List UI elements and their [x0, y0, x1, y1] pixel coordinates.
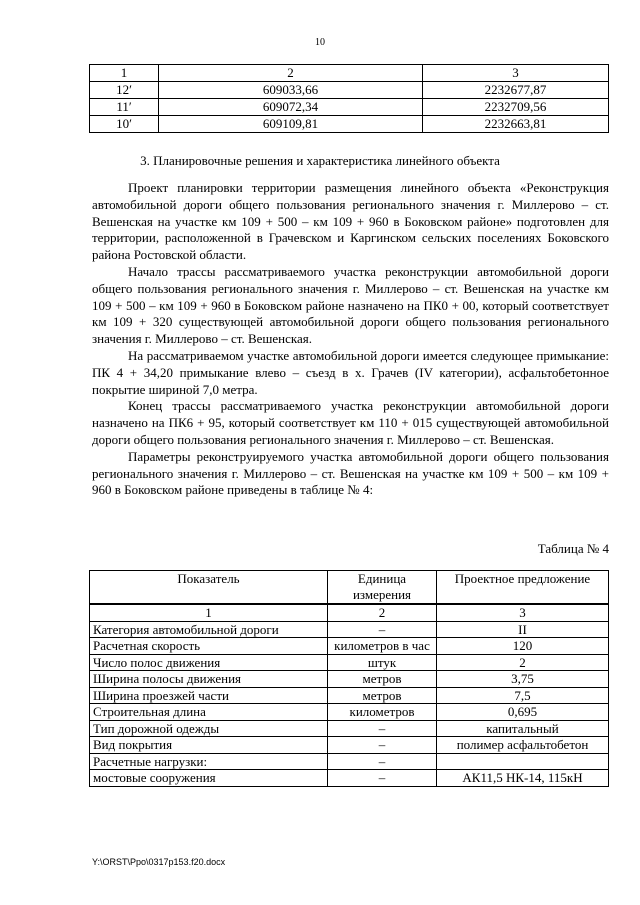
table-cell: 2 [159, 65, 423, 82]
table-cell: 11′ [90, 99, 159, 116]
table-row [90, 99, 609, 116]
table-cell: 2232663,81 [423, 116, 609, 133]
table-cell: полимер асфальтобетон [437, 737, 609, 754]
table-cell [437, 753, 609, 770]
table-cell: Тип дорожной одежды [90, 720, 328, 737]
table-cell: километров [328, 704, 437, 721]
table-row [90, 621, 609, 638]
body-text [92, 180, 609, 499]
table-row [90, 82, 609, 99]
table-row [90, 654, 609, 671]
table-header-row [90, 65, 609, 82]
table-caption: Таблица № 4 [537, 541, 609, 556]
table-header-cell: Показатель [90, 571, 328, 605]
table-header-cell: Единица измерения [328, 571, 437, 605]
table-cell: Расчетная скорость [90, 638, 328, 655]
table-row [90, 638, 609, 655]
table-cell: 2232709,56 [423, 99, 609, 116]
table-cell: мостовые сооружения [90, 770, 328, 787]
table-cell: метров [328, 671, 437, 688]
parameters-table [89, 570, 609, 787]
table-cell: 12′ [90, 82, 159, 99]
table-cell: 2 [437, 654, 609, 671]
table-cell: 7,5 [437, 687, 609, 704]
section-heading: 3. Планировочные решения и характеристика линейного объекта [140, 153, 500, 168]
table-cell: 3 [423, 65, 609, 82]
table-row [90, 687, 609, 704]
table-cell: Строительная длина [90, 704, 328, 721]
table-cell: – [328, 621, 437, 638]
table-row [90, 116, 609, 133]
coordinates-table [89, 64, 609, 133]
table-cell: 609033,66 [159, 82, 423, 99]
table-cell: Число полос движения [90, 654, 328, 671]
paragraph: Конец трассы рассматриваемого участка реконструкции автомобильной дороги назначено на ПК6 + 95, который соответствует км 110 + 015 существующей автомобильной дороги общего пользования регионального значения г. Миллерово – ст. Вешенская. [92, 398, 609, 447]
table-cell: 0,695 [437, 704, 609, 721]
table-cell: – [328, 720, 437, 737]
page-number: 10 [315, 37, 325, 48]
paragraph: Параметры реконструируемого участка автомобильной дороги общего пользования регионального значения г. Миллерово – ст. Вешенская на участке км 109 + 500 – км 109 + 960 в Боковском районе приведены в таблице № 4: [92, 448, 609, 498]
table-row [90, 704, 609, 721]
table-cell: АК11,5 НК-14, 115кН [437, 770, 609, 787]
table-cell: метров [328, 687, 437, 704]
file-path-footer: Y:\ORST\Ppo\0317p153.f20.docx [92, 857, 226, 867]
table-cell: капитальный [437, 720, 609, 737]
table-cell: 3 [437, 604, 609, 621]
table-cell: 609072,34 [159, 99, 423, 116]
table-cell: 1 [90, 65, 159, 82]
paragraph: Проект планировки территории размещения линейного объекта «Реконструкция автомобильной дороги общего пользования регионального значения г. Миллерово – ст. Вешенская на участке км 109 + 500 – км 109 + 960 в Боковском районе» подготовлен для территории, расположенной в Грачевском и Каргинском сельских поселениях Боковского района Ростовской области. [92, 180, 609, 263]
table-cell: II [437, 621, 609, 638]
paragraph: Начало трассы рассматриваемого участка реконструкции автомобильной дороги общего пользования регионального значения г. Миллерово – ст. Вешенская на участке км 109 + 500 – км 109 + 960 в Боковском районе назначено на ПК0 + 00, который соответствует км 109 + 320 существующей автомобильной дороги общего пользования регионального значения г. Миллерово – ст. Вешенская. [92, 263, 609, 347]
table-cell: – [328, 753, 437, 770]
table-row [90, 737, 609, 754]
table-cell: Ширина полосы движения [90, 671, 328, 688]
table-cell: 1 [90, 604, 328, 621]
table-header-row [90, 571, 609, 605]
paragraph: На рассматриваемом участке автомобильной дороги имеется следующее примыкание: ПК 4 + 34,20 примыкание влево – съезд в х. Грачев (IV категории), асфальтобетонное покрытие шириной 7,0 метра. [92, 347, 609, 397]
table-cell: – [328, 770, 437, 787]
table-cell: Категория автомобильной дороги [90, 621, 328, 638]
table-number-row [90, 604, 609, 621]
table-cell: 3,75 [437, 671, 609, 688]
table-cell: штук [328, 654, 437, 671]
table-cell: Вид покрытия [90, 737, 328, 754]
table-header-cell: Проектное предложение [437, 571, 609, 605]
table-cell: километров в час [328, 638, 437, 655]
table-row [90, 753, 609, 770]
table-cell: Расчетные нагрузки: [90, 753, 328, 770]
table-cell: Ширина проезжей части [90, 687, 328, 704]
table-cell: 2 [328, 604, 437, 621]
table-cell: 609109,81 [159, 116, 423, 133]
table-row [90, 770, 609, 787]
table-row [90, 720, 609, 737]
table-cell: 2232677,87 [423, 82, 609, 99]
table-cell: – [328, 737, 437, 754]
table-cell: 120 [437, 638, 609, 655]
table-cell: 10′ [90, 116, 159, 133]
table-row [90, 671, 609, 688]
